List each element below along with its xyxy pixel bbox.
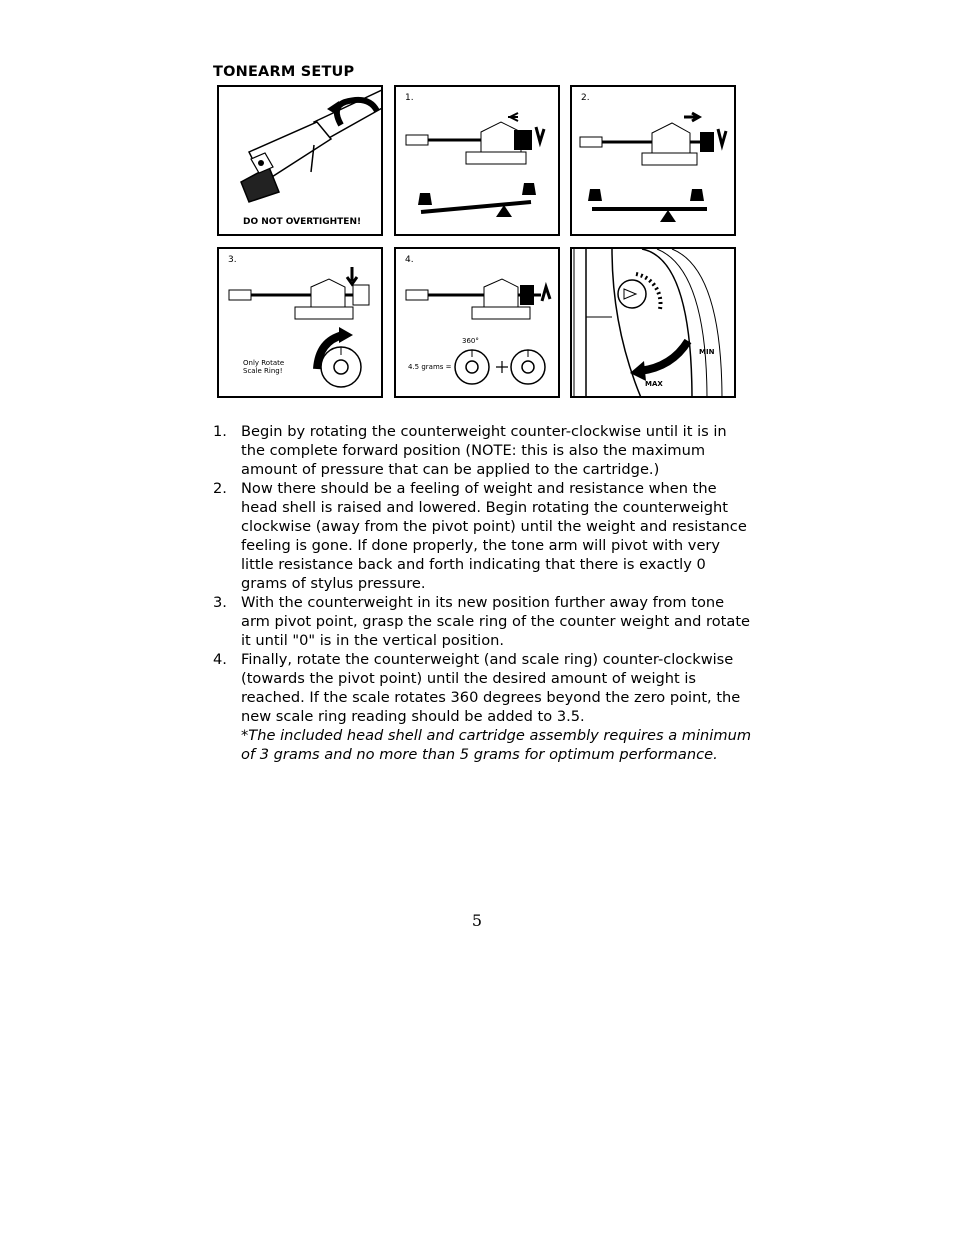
panel-caption: Only Rotate Scale Ring! xyxy=(243,359,285,375)
step-number: 3. xyxy=(213,594,227,611)
figure-step-4 xyxy=(394,247,560,398)
figure-headshell-tighten xyxy=(217,85,383,236)
anti-skate-dial-illustration xyxy=(572,249,736,398)
tonearm-balanced-illustration xyxy=(572,87,736,236)
figure-anti-skate xyxy=(570,247,736,398)
tonearm-unbalanced-illustration xyxy=(396,87,560,236)
figure-step-3 xyxy=(217,247,383,398)
instruction-step xyxy=(213,650,753,764)
panel-number: 2. xyxy=(581,93,590,103)
step-text: With the counterweight in its new position further away from tone arm pivot point, grasp the scale ring of the counter weight and rotate it until "0" is in the vertical position. xyxy=(241,594,751,649)
step-text: Now there should be a feeling of weight and resistance when the head shell is raised and lowered. Begin rotating the counterweight clockwise (away from the pivot point) until the weight and resistance feeling is gone. If done properly, the tone arm will pivot with very little resistance back and forth indicating that there is exactly 0 grams of stylus pressure. xyxy=(241,480,747,592)
max-label: MAX xyxy=(645,380,663,388)
figure-step-2 xyxy=(570,85,736,236)
step-number: 2. xyxy=(213,480,227,497)
instruction-step xyxy=(213,593,753,650)
tracking-force-illustration xyxy=(396,249,560,398)
instruction-list xyxy=(213,422,753,764)
panel-number: 4. xyxy=(405,255,414,265)
step-note: *The included head shell and cartridge assembly requires a minimum of 3 grams and no more than 5 grams for optimum performance. xyxy=(241,727,752,763)
headshell-illustration xyxy=(219,87,383,236)
step-number: 1. xyxy=(213,423,227,440)
degree-label: 360° xyxy=(462,337,479,345)
step-text: Begin by rotating the counterweight counter-clockwise until it is in the complete forward position (NOTE: this is also the maximum amount of pressure that can be applied to the cartridge.) xyxy=(241,423,727,478)
panel-number: 1. xyxy=(405,93,414,103)
scale-ring-zero-illustration xyxy=(219,249,383,398)
page-number: 5 xyxy=(471,911,483,930)
step-number: 4. xyxy=(213,651,227,668)
figure-step-1 xyxy=(394,85,560,236)
instruction-step xyxy=(213,422,753,479)
instruction-step xyxy=(213,479,753,593)
section-heading: TONEARM SETUP xyxy=(213,64,355,80)
panel-caption: 4.5 grams = xyxy=(408,363,452,371)
panel-caption: DO NOT OVERTIGHTEN! xyxy=(243,217,362,227)
step-text: Finally, rotate the counterweight (and scale ring) counter-clockwise (towards the pivot point) until the desired amount of weight is reached. If the scale rotates 360 degrees beyond the zero point, the new scale ring reading should be added to 3.5. xyxy=(241,651,741,725)
min-label: MIN xyxy=(699,348,715,356)
panel-number: 3. xyxy=(228,255,237,265)
